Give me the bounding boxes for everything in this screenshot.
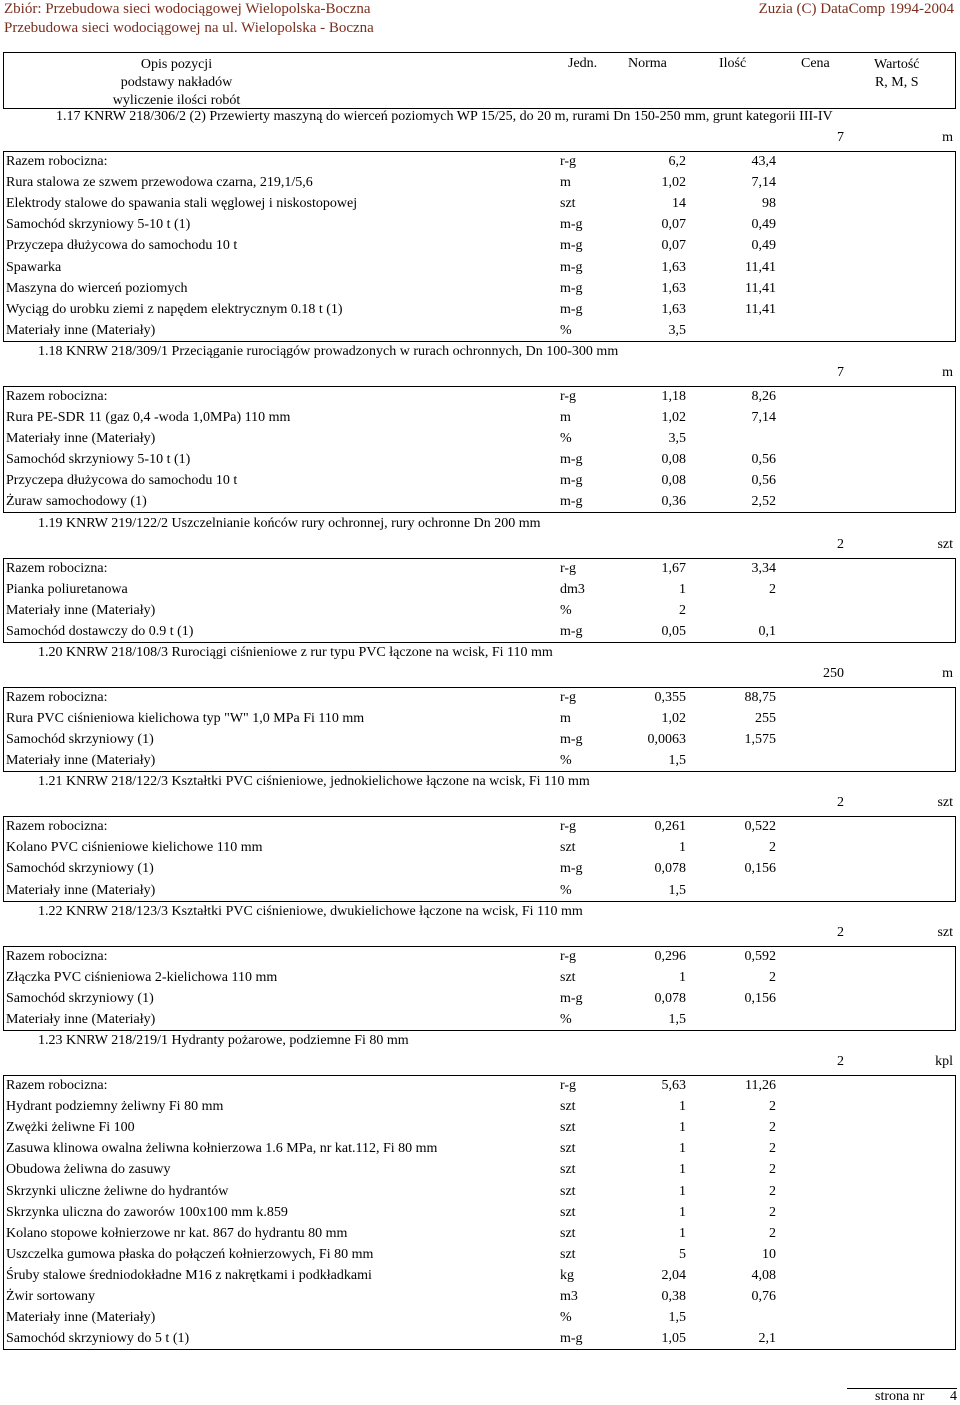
- resource-name: Przyczepa dłużycowa do samochodu 10 t: [6, 238, 238, 254]
- resource-unit: m-g: [560, 301, 583, 317]
- resource-norma: 1,5: [668, 1011, 686, 1027]
- column-opis-line2: podstawy nakładów: [120, 75, 233, 90]
- resource-ilosc: 0,1: [758, 623, 776, 639]
- resource-row: [4, 601, 955, 622]
- resource-unit: r-g: [560, 388, 577, 404]
- resource-row: [4, 1160, 955, 1181]
- resource-row: [4, 1245, 955, 1266]
- resource-name: Samochód skrzyniowy 5-10 t (1): [6, 217, 191, 233]
- resource-row: [4, 152, 955, 173]
- resource-ilosc: 2: [769, 1162, 776, 1178]
- resource-row: [4, 408, 955, 429]
- resource-ilosc: 2,1: [758, 1331, 776, 1347]
- resource-row: [4, 258, 955, 279]
- resource-norma: 1: [679, 1183, 686, 1199]
- resource-ilosc: 11,41: [745, 280, 776, 296]
- resource-row: [4, 881, 955, 902]
- page-footer: [847, 1388, 957, 1404]
- resource-unit: dm3: [560, 581, 585, 597]
- resource-ilosc: 11,41: [745, 259, 776, 275]
- resource-norma: 1,02: [661, 710, 686, 726]
- resource-ilosc: 7,14: [751, 175, 776, 191]
- resource-unit: %: [560, 431, 572, 447]
- resource-row: [4, 321, 955, 342]
- resource-row: [4, 559, 955, 580]
- resource-ilosc: 7,14: [751, 409, 776, 425]
- resource-norma: 0,0063: [647, 732, 686, 748]
- resource-row: [4, 279, 955, 300]
- resource-norma: 1,02: [661, 409, 686, 425]
- resource-row: [4, 622, 955, 643]
- software-credit: Zuzia (C) DataComp 1994-2004: [758, 1, 954, 17]
- resource-ilosc: 0,76: [751, 1289, 776, 1305]
- resource-name: Materiały inne (Materiały): [6, 1011, 156, 1027]
- resource-unit: szt: [560, 1120, 576, 1136]
- resource-ilosc: 2: [769, 581, 776, 597]
- resource-ilosc: 0,56: [751, 473, 776, 489]
- resource-ilosc: 98: [762, 196, 776, 212]
- resource-unit: szt: [560, 1162, 576, 1178]
- resource-ilosc: 0,49: [751, 238, 776, 254]
- column-ilosc: Ilość: [719, 56, 747, 71]
- resource-norma: 0,08: [661, 473, 686, 489]
- position-quantity: 2: [837, 924, 844, 940]
- resource-row: [4, 968, 955, 989]
- resource-row: [4, 989, 955, 1010]
- resource-norma: 3,5: [668, 431, 686, 447]
- resource-unit: m-g: [560, 259, 583, 275]
- resource-name: Samochód skrzyniowy do 5 t (1): [6, 1331, 190, 1347]
- resource-unit: szt: [560, 1141, 576, 1157]
- resource-norma: 0,261: [654, 819, 686, 835]
- resource-ilosc: 2: [769, 1204, 776, 1220]
- resource-norma: 1,63: [661, 259, 686, 275]
- resource-ilosc: 8,26: [751, 388, 776, 404]
- position-quantity-unit: m: [942, 665, 953, 681]
- column-opis: [4, 56, 349, 110]
- position-title: 1.21 KNRW 218/122/3 Kształtki PVC ciśnieniowe, jednokielichowe łączone na wcisk, Fi 110 mm: [38, 774, 590, 790]
- column-opis-line3: wyliczenie ilości robót: [112, 93, 241, 108]
- resource-name: Samochód skrzyniowy (1): [6, 861, 154, 877]
- resource-ilosc: 1,575: [744, 732, 776, 748]
- resource-name: Zwężki żeliwne Fi 100: [6, 1120, 135, 1136]
- resource-row: [4, 450, 955, 471]
- resource-unit: m-g: [560, 990, 583, 1006]
- resource-ilosc: 2: [769, 969, 776, 985]
- resource-name: Razem robocizna:: [6, 154, 108, 169]
- resource-unit: m-g: [560, 217, 583, 233]
- resource-ilosc: 0,522: [744, 819, 776, 835]
- document-header: [0, 0, 960, 40]
- resource-norma: 1: [679, 840, 686, 856]
- resource-unit: %: [560, 1011, 572, 1027]
- resource-unit: m3: [560, 1289, 578, 1305]
- resource-name: Razem robocizna:: [6, 388, 108, 404]
- column-jedn: Jedn.: [568, 56, 598, 71]
- resource-norma: 0,078: [654, 861, 686, 877]
- resource-norma: 1,05: [661, 1331, 686, 1347]
- column-norma: Norma: [628, 56, 667, 71]
- position-quantity-unit: szt: [937, 536, 953, 552]
- resource-unit: m-g: [560, 280, 583, 296]
- collection-title: Zbiór: Przebudowa sieci wodociągowej Wielopolska-Boczna: [4, 1, 371, 17]
- resource-name: Uszczelka gumowa płaska do połączeń kołnierzowych, Fi 80 mm: [6, 1246, 374, 1262]
- resource-list: [3, 1075, 956, 1350]
- resource-row: [4, 1118, 955, 1139]
- resource-name: Materiały inne (Materiały): [6, 1310, 156, 1326]
- resource-unit: m-g: [560, 1331, 583, 1347]
- resource-ilosc: 2: [769, 1183, 776, 1199]
- resource-name: Skrzynka uliczna do zaworów 100x100 mm k.859: [6, 1204, 288, 1220]
- resource-norma: 14: [672, 196, 686, 212]
- resource-unit: m: [560, 409, 571, 425]
- resource-norma: 5: [679, 1246, 686, 1262]
- resource-name: Pianka poliuretanowa: [6, 581, 128, 597]
- resource-norma: 1: [679, 1225, 686, 1241]
- position-quantity-unit: kpl: [935, 1054, 953, 1070]
- resource-norma: 1,5: [668, 882, 686, 898]
- resource-row: [4, 859, 955, 880]
- resource-row: [4, 1266, 955, 1287]
- resource-norma: 0,08: [661, 452, 686, 468]
- resource-ilosc: 2,52: [751, 494, 776, 510]
- resource-norma: 1,63: [661, 280, 686, 296]
- resource-ilosc: 255: [755, 710, 776, 726]
- resource-row: [4, 1287, 955, 1308]
- resource-norma: 1,67: [661, 560, 686, 576]
- resource-list: [3, 816, 956, 901]
- resource-name: Złączka PVC ciśnieniowa 2-kielichowa 110 mm: [6, 969, 278, 985]
- resource-name: Materiały inne (Materiały): [6, 431, 156, 447]
- resource-unit: r-g: [560, 560, 577, 576]
- resource-name: Kolano stopowe kołnierzowe nr kat. 867 do hydrantu 80 mm: [6, 1225, 348, 1241]
- position-quantity: 250: [823, 665, 844, 681]
- resource-name: Materiały inne (Materiały): [6, 753, 156, 769]
- resource-row: [4, 173, 955, 194]
- resource-row: [4, 300, 955, 321]
- resource-norma: 1,5: [668, 1310, 686, 1326]
- position-title: 1.22 KNRW 218/123/3 Kształtki PVC ciśnieniowe, dwukielichowe łączone na wcisk, Fi 110 mm: [38, 903, 583, 919]
- resource-list: [3, 386, 956, 514]
- column-wartosc: [874, 56, 920, 92]
- resource-name: Materiały inne (Materiały): [6, 322, 156, 338]
- resource-unit: %: [560, 1310, 572, 1326]
- resource-unit: m-g: [560, 732, 583, 748]
- resource-row: [4, 492, 955, 513]
- resource-row: [4, 1224, 955, 1245]
- resource-norma: 1: [679, 1162, 686, 1178]
- resource-unit: r-g: [560, 1078, 577, 1094]
- resource-norma: 1: [679, 1099, 686, 1115]
- resource-ilosc: 2: [769, 1120, 776, 1136]
- resource-unit: %: [560, 753, 572, 769]
- resource-name: Hydrant podziemny żeliwny Fi 80 mm: [6, 1099, 224, 1115]
- column-header: [3, 52, 956, 109]
- resource-norma: 1,63: [661, 301, 686, 317]
- resource-name: Żwir sortowany: [6, 1289, 96, 1305]
- resource-name: Materiały inne (Materiały): [6, 602, 156, 618]
- resource-norma: 1: [679, 1204, 686, 1220]
- resource-unit: r-g: [560, 948, 577, 964]
- resource-ilosc: 2: [769, 840, 776, 856]
- resource-norma: 0,296: [654, 948, 686, 964]
- resource-norma: 0,07: [661, 238, 686, 254]
- resource-row: [4, 471, 955, 492]
- resource-row: [4, 1139, 955, 1160]
- resource-row: [4, 1329, 955, 1350]
- resource-norma: 1: [679, 1120, 686, 1136]
- resource-row: [4, 1182, 955, 1203]
- resource-unit: szt: [560, 840, 576, 856]
- resource-row: [4, 194, 955, 215]
- resource-unit: r-g: [560, 689, 577, 705]
- position-quantity: 2: [837, 795, 844, 811]
- resource-norma: 3,5: [668, 322, 686, 338]
- resource-name: Zasuwa klinowa owalna żeliwna kołnierzowa 1.6 MPa, nr kat.112, Fi 80 mm: [6, 1141, 438, 1157]
- resource-norma: 1: [679, 969, 686, 985]
- column-cena: Cena: [801, 56, 830, 71]
- resource-name: Razem robocizna:: [6, 560, 108, 576]
- resource-row: [4, 1076, 955, 1097]
- position-title: 1.18 KNRW 218/309/1 Przeciąganie rurociągów prowadzonych w rurach ochronnych, Dn 100-300 mm: [38, 343, 619, 359]
- resource-norma: 0,078: [654, 990, 686, 1006]
- resource-norma: 0,38: [661, 1289, 686, 1305]
- estimate-title: Przebudowa sieci wodociągowej na ul. Wielopolska - Boczna: [4, 20, 374, 36]
- resource-row: [4, 429, 955, 450]
- resource-name: Spawarka: [6, 259, 62, 275]
- resource-name: Obudowa żeliwna do zasuwy: [6, 1162, 171, 1178]
- resource-list: [3, 151, 956, 342]
- resource-ilosc: 11,26: [745, 1078, 776, 1094]
- resource-name: Samochód skrzyniowy 5-10 t (1): [6, 452, 191, 468]
- resource-unit: %: [560, 322, 572, 338]
- resource-unit: m: [560, 175, 571, 191]
- resource-ilosc: 3,34: [751, 560, 776, 576]
- resource-unit: r-g: [560, 819, 577, 835]
- resource-unit: szt: [560, 1225, 576, 1241]
- resource-unit: m-g: [560, 238, 583, 254]
- resource-ilosc: 2: [769, 1141, 776, 1157]
- position-quantity: 2: [837, 1054, 844, 1070]
- resource-name: Razem robocizna:: [6, 1078, 108, 1094]
- resource-name: Samochód skrzyniowy (1): [6, 732, 154, 748]
- resource-row: [4, 1010, 955, 1031]
- resource-unit: kg: [560, 1267, 574, 1283]
- resource-name: Skrzynki uliczne żeliwne do hydrantów: [6, 1183, 229, 1199]
- resource-row: [4, 838, 955, 859]
- resource-unit: m-g: [560, 452, 583, 468]
- resource-ilosc: 43,4: [751, 154, 776, 169]
- resource-name: Razem robocizna:: [6, 948, 108, 964]
- position-title: 1.17 KNRW 218/306/2 (2) Przewierty maszyną do wierceń poziomych WP 15/25, do 20 m, rurami Dn 150-250 mm, grunt kategorii III-IV: [56, 109, 833, 124]
- resource-row: [4, 730, 955, 751]
- position-quantity: 7: [837, 130, 844, 145]
- position-quantity-unit: m: [942, 130, 953, 145]
- resource-ilosc: 2: [769, 1225, 776, 1241]
- resource-row: [4, 580, 955, 601]
- resource-unit: r-g: [560, 154, 577, 169]
- resource-unit: m-g: [560, 623, 583, 639]
- resource-name: Wyciąg do urobku ziemi z napędem elektrycznym 0.18 t (1): [6, 301, 343, 317]
- resource-name: Śruby stalowe średniodokładne M16 z nakrętkami i podkładkami: [6, 1267, 372, 1283]
- resource-unit: szt: [560, 969, 576, 985]
- position-title: 1.20 KNRW 218/108/3 Rurociągi ciśnieniowe z rur typu PVC łączone na wcisk, Fi 110 mm: [38, 644, 553, 660]
- resource-ilosc: 2: [769, 1099, 776, 1115]
- resource-ilosc: 0,156: [744, 861, 776, 877]
- resource-ilosc: 0,592: [744, 948, 776, 964]
- resource-name: Samochód skrzyniowy (1): [6, 990, 154, 1006]
- resource-name: Żuraw samochodowy (1): [6, 494, 147, 510]
- resource-norma: 0,05: [661, 623, 686, 639]
- resource-unit: %: [560, 602, 572, 618]
- column-opis-line1: Opis pozycji: [140, 57, 213, 72]
- resource-row: [4, 947, 955, 968]
- resource-row: [4, 215, 955, 236]
- resource-norma: 1: [679, 581, 686, 597]
- column-wartosc-line2: R, M, S: [874, 75, 919, 90]
- position-quantity-unit: szt: [937, 795, 953, 811]
- resource-ilosc: 0,156: [744, 990, 776, 1006]
- resource-list: [3, 558, 956, 643]
- resource-list: [3, 687, 956, 772]
- resource-unit: szt: [560, 1204, 576, 1220]
- resource-ilosc: 11,41: [745, 301, 776, 317]
- resource-name: Maszyna do wierceń poziomych: [6, 280, 188, 296]
- resource-norma: 0,36: [661, 494, 686, 510]
- position-title: 1.19 KNRW 219/122/2 Uszczelnianie końców rury ochronnej, rury ochronne Dn 200 mm: [38, 515, 541, 531]
- resource-row: [4, 688, 955, 709]
- resource-row: [4, 817, 955, 838]
- resource-norma: 1,18: [661, 388, 686, 404]
- resource-row: [4, 1308, 955, 1329]
- resource-ilosc: 0,56: [751, 452, 776, 468]
- resource-norma: 1,5: [668, 753, 686, 769]
- resource-name: Kolano PVC ciśnieniowe kielichowe 110 mm: [6, 840, 263, 856]
- resource-name: Przyczepa dłużycowa do samochodu 10 t: [6, 473, 238, 489]
- column-wartosc-line1: Wartość: [874, 57, 920, 72]
- resource-name: Samochód dostawczy do 0.9 t (1): [6, 623, 194, 639]
- resource-unit: szt: [560, 1183, 576, 1199]
- resource-name: Razem robocizna:: [6, 689, 108, 705]
- resource-norma: 2: [679, 602, 686, 618]
- resource-row: [4, 709, 955, 730]
- resource-row: [4, 751, 955, 772]
- resource-ilosc: 10: [762, 1246, 776, 1262]
- page-label: strona nr: [875, 1389, 925, 1404]
- resource-unit: m: [560, 710, 571, 726]
- resource-norma: 2,04: [661, 1267, 686, 1283]
- resource-ilosc: 0,49: [751, 217, 776, 233]
- position-quantity-unit: m: [942, 364, 953, 380]
- position-quantity: 7: [837, 364, 844, 380]
- resource-ilosc: 88,75: [744, 689, 776, 705]
- resource-name: Rura PVC ciśnieniowa kielichowa typ "W" 1,0 MPa Fi 110 mm: [6, 710, 365, 726]
- resource-norma: 0,07: [661, 217, 686, 233]
- resource-norma: 0,355: [654, 689, 686, 705]
- position-quantity: 2: [837, 536, 844, 552]
- resource-norma: 1: [679, 1141, 686, 1157]
- resource-name: Rura stalowa ze szwem przewodowa czarna, 219,1/5,6: [6, 175, 313, 191]
- resource-norma: 1,02: [661, 175, 686, 191]
- resource-name: Rura PE-SDR 11 (gaz 0,4 -woda 1,0MPa) 110 mm: [6, 409, 291, 425]
- resource-norma: 5,63: [661, 1078, 686, 1094]
- resource-name: Razem robocizna:: [6, 819, 108, 835]
- resource-ilosc: 4,08: [751, 1267, 776, 1283]
- resource-row: [4, 1203, 955, 1224]
- resource-row: [4, 1097, 955, 1118]
- page-number: 4: [950, 1389, 957, 1404]
- position-title: 1.23 KNRW 218/219/1 Hydranty pożarowe, podziemne Fi 80 mm: [38, 1033, 409, 1049]
- resource-unit: szt: [560, 196, 576, 212]
- resource-row: [4, 236, 955, 257]
- resource-unit: %: [560, 882, 572, 898]
- resource-norma: 6,2: [668, 154, 686, 169]
- resource-unit: szt: [560, 1246, 576, 1262]
- resource-name: Materiały inne (Materiały): [6, 882, 156, 898]
- resource-name: Elektrody stalowe do spawania stali węglowej i niskostopowej: [6, 196, 358, 212]
- resource-list: [3, 946, 956, 1031]
- position-quantity-unit: szt: [937, 924, 953, 940]
- resource-unit: m-g: [560, 473, 583, 489]
- resource-row: [4, 387, 955, 408]
- resource-unit: szt: [560, 1099, 576, 1115]
- resource-unit: m-g: [560, 861, 583, 877]
- resource-unit: m-g: [560, 494, 583, 510]
